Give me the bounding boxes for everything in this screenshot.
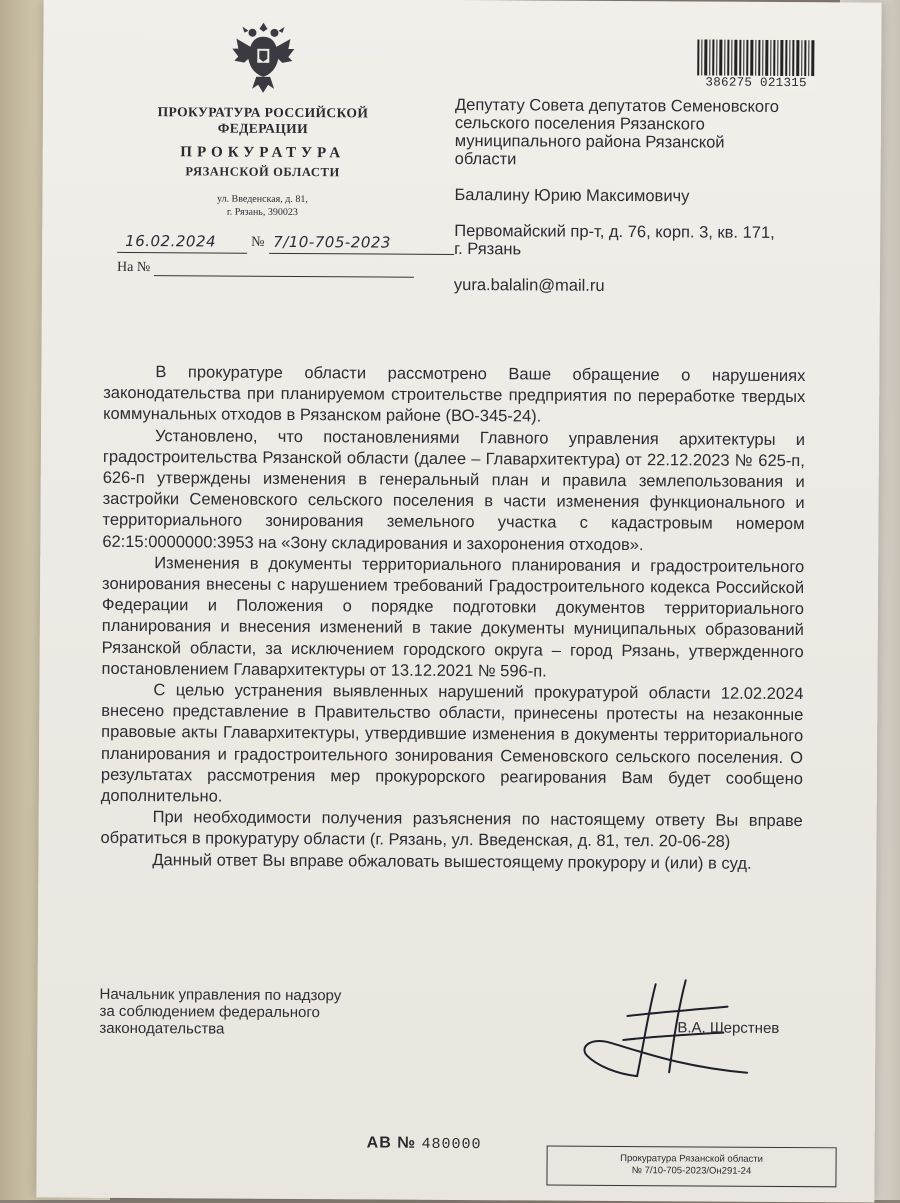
- signatory-title: [99, 986, 429, 1039]
- body-paragraph: Изменения в документы территориального планирования и градостроительного зонирования внесены с нарушением требований Градостроительного кодекса Российской Федерации и Положения о порядке подготовки документов территориального планирования и внесения изменений в такие документы муниципальных образований Рязанской области, за исключением городского округа – город Рязань, утвержденного постановлением Главархитектуры от 13.12.2021 № 596-п.: [101, 553, 805, 681]
- double-headed-eagle-icon: [228, 19, 298, 97]
- ref-number: 7/10-705-2023: [273, 232, 392, 252]
- stamp-line-2: № 7/10-705-2023/Он291-24: [631, 1165, 752, 1177]
- recipient-line: области: [454, 149, 517, 169]
- serial-number: 480000: [421, 1135, 482, 1154]
- recipient-email: yura.balalin@mail.ru: [453, 275, 605, 295]
- recipient-block: [455, 96, 835, 170]
- addressee: [454, 96, 835, 296]
- body-paragraph: Установлено, что постановлениями Главного управления архитектуры и градостроительства Рязанской области (далее – Главархитектура) от 22.12.2023 № 625-п, 626-п утверждены изменения в генеральный план и правила землепользования и застройки Семеновского сельского поселения в части изменения функционального и территориального зонирования земельного участка с кадастровым номером 62:15:0000000:3953 на «Зону складирования и захоронения отходов».: [102, 426, 806, 554]
- stamp-line-1: Прокуратура Рязанской области: [620, 1152, 764, 1165]
- signatory-name: В.А. Шерстнев: [677, 1019, 780, 1037]
- reply-row: [117, 260, 457, 278]
- ref-date: 16.02.2024: [125, 231, 217, 251]
- org-region: РЯЗАНСКОЙ ОБЛАСТИ: [185, 164, 340, 180]
- address-line: Первомайский пр-т, д. 76, корп. 3, кв. 171,: [454, 221, 775, 242]
- org-address: [122, 192, 402, 220]
- serial-prefix: АВ №: [366, 1134, 417, 1152]
- org-name: [123, 104, 403, 138]
- form-serial: [367, 1134, 482, 1153]
- address-line-1: ул. Введенская, д. 81,: [216, 193, 308, 206]
- ref-number-field: [269, 232, 454, 255]
- org-line-2: ФЕДЕРАЦИИ: [217, 120, 309, 137]
- body-paragraph: При необходимости получения разъяснения по настоящему ответу Вы вправе обратиться в прокуратуру области (г. Рязань, ул. Введенская, д. 81, тел. 20-06-28): [100, 808, 803, 852]
- signatory-title-line: за соблюдением федерального: [99, 1002, 320, 1022]
- ref-date-field: [117, 231, 247, 254]
- signatory-title-line: законодательства: [99, 1019, 225, 1038]
- signatory-title-line: Начальник управления по надзору: [99, 985, 342, 1005]
- recipient-name: Балалину Юрию Максимовичу: [454, 185, 690, 206]
- org-title: ПРОКУРАТУРА: [180, 144, 346, 162]
- reference-row: [117, 231, 457, 258]
- document-page: [36, 0, 881, 1203]
- reply-label: На №: [116, 259, 151, 276]
- recipient-line: сельского поселения Рязанского: [454, 113, 705, 134]
- address-line: г. Рязань: [454, 239, 522, 259]
- recipient-address: [454, 222, 834, 260]
- org-line-1: ПРОКУРАТУРА РОССИЙСКОЙ: [157, 104, 369, 121]
- letter-body: [100, 362, 805, 875]
- registration-stamp: [546, 1146, 836, 1188]
- address-line-2: г. Рязань, 390023: [226, 206, 298, 219]
- body-paragraph: В прокуратуре области рассмотрено Ваше обращение о нарушениях законодательства при планируемом строительстве предприятия по переработке твердых коммунальных отходов в Рязанском районе (ВО-345-24).: [103, 363, 806, 426]
- ref-no-label: №: [251, 234, 265, 250]
- recipient-line: Депутату Совета депутатов Семеновского: [454, 95, 780, 116]
- body-paragraph: Данный ответ Вы вправе обжаловать вышестоящему прокурору и (или) в суд.: [152, 850, 752, 873]
- body-paragraph: С целью устранения выявленных нарушений прокуратурой области 12.02.2024 внесено представление в Правительство области, принесены протесты на незаконные правовые акты Главархитектуры, утвердившие изменения в документы территориального планирования и градостроительного зонирования Семеновского сельского поселения. О результатах рассмотрения мер прокурорского реагирования Вам будет сообщено дополнительно.: [100, 681, 804, 806]
- barcode-number: 386275 021315: [695, 75, 817, 90]
- recipient-line: муниципального района Рязанской: [454, 131, 725, 152]
- reply-field: [154, 261, 414, 278]
